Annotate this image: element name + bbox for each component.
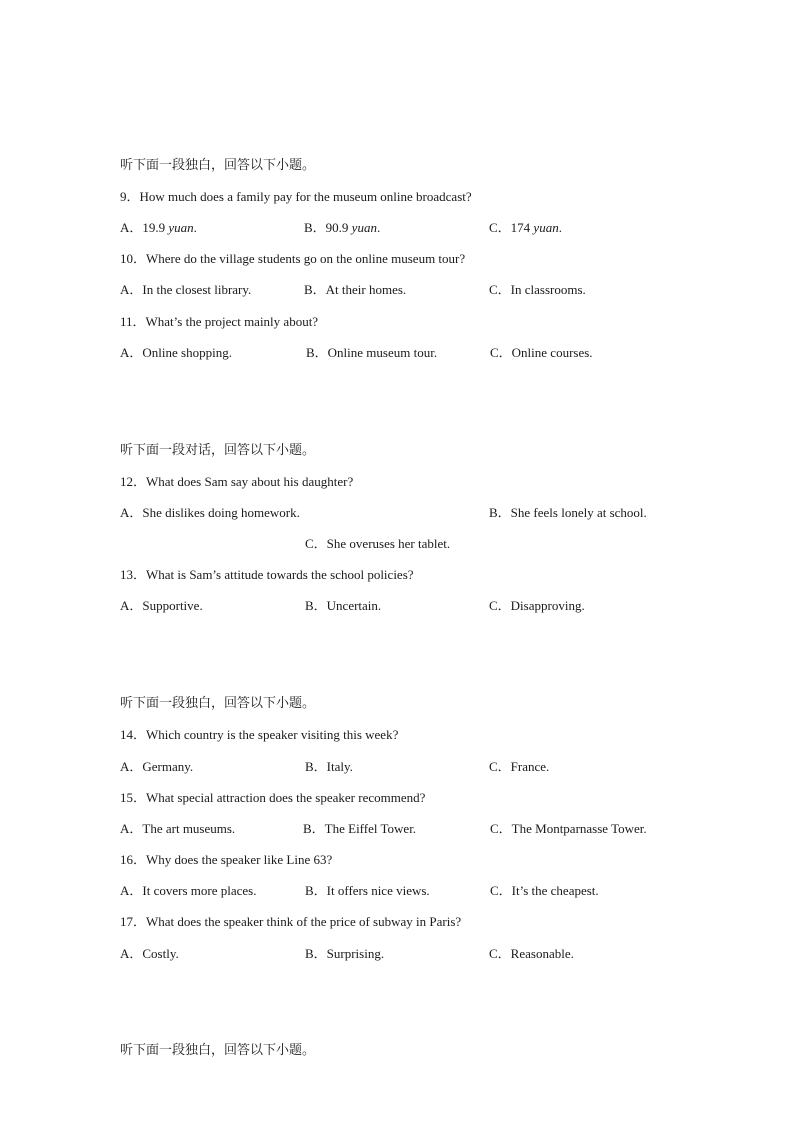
question-16: 16．Why does the speaker like Line 63? (120, 852, 333, 867)
option-13a: A．Supportive. (120, 598, 203, 613)
option-11c: C．Online courses. (490, 345, 593, 360)
section-heading: 听下面一段独白，回答以下小题。 (120, 1043, 316, 1058)
question-15: 15．What special attraction does the speaker recommend? (120, 790, 426, 805)
option-17c: C．Reasonable. (489, 946, 574, 961)
question-17: 17．What does the speaker think of the price of subway in Paris? (120, 914, 462, 929)
option-16b: B．It offers nice views. (305, 883, 430, 898)
section-heading: 听下面一段独白，回答以下小题。 (120, 158, 316, 173)
option-15b: B．The Eiffel Tower. (303, 821, 417, 836)
option-16a: A．It covers more places. (120, 883, 257, 898)
option-13b: B．Uncertain. (305, 598, 382, 613)
option-9c: C．174 yuan. (489, 220, 562, 235)
section-heading: 听下面一段对话，回答以下小题。 (120, 443, 316, 458)
option-12a: A．She dislikes doing homework. (120, 505, 300, 520)
question-13: 13．What is Sam’s attitude towards the school policies? (120, 567, 414, 582)
question-11: 11．What’s the project mainly about? (120, 314, 319, 329)
option-15c: C．The Montparnasse Tower. (490, 821, 647, 836)
question-9: 9．How much does a family pay for the museum online broadcast? (120, 189, 472, 204)
option-10a: A．In the closest library. (120, 282, 252, 297)
option-9a: A．19.9 yuan. (120, 220, 197, 235)
question-12: 12．What does Sam say about his daughter? (120, 474, 354, 489)
option-15a: A．The art museums. (120, 821, 236, 836)
option-9b: B．90.9 yuan. (304, 220, 381, 235)
option-16c: C．It’s the cheapest. (490, 883, 599, 898)
option-11a: A．Online shopping. (120, 345, 232, 360)
option-14b: B．Italy. (305, 759, 353, 774)
option-12c: C．She overuses her tablet. (305, 536, 451, 551)
option-10b: B．At their homes. (304, 282, 407, 297)
option-14a: A．Germany. (120, 759, 194, 774)
option-17a: A．Costly. (120, 946, 179, 961)
option-13c: C．Disapproving. (489, 598, 585, 613)
option-17b: B．Surprising. (305, 946, 385, 961)
option-11b: B．Online museum tour. (306, 345, 438, 360)
option-14c: C．France. (489, 759, 550, 774)
question-14: 14．Which country is the speaker visiting this week? (120, 727, 399, 742)
question-10: 10．Where do the village students go on the online museum tour? (120, 251, 466, 266)
section-heading: 听下面一段独白，回答以下小题。 (120, 696, 316, 711)
option-12b: B．She feels lonely at school. (489, 505, 647, 520)
option-10c: C．In classrooms. (489, 282, 586, 297)
